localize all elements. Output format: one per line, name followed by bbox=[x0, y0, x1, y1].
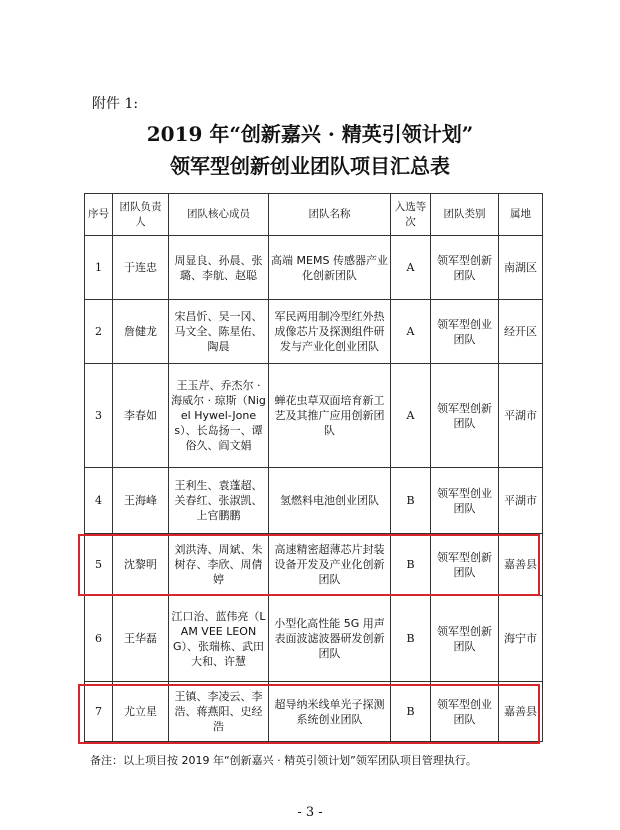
row-leader: 沈黎明 bbox=[113, 534, 169, 596]
row-leader: 李春如 bbox=[113, 364, 169, 468]
document-title-line-1: 2019 年“创新嘉兴 · 精英引领计划” bbox=[146, 122, 474, 146]
row-core-members: 江口治、蓝伟亮（LAM VEE LEONG）、张瑞栋、武田大和、许慧 bbox=[169, 596, 269, 682]
row-team-name: 高速精密超薄芯片封装设备开发及产业化创新团队 bbox=[269, 534, 391, 596]
header-location: 属地 bbox=[499, 194, 543, 236]
highlight-box-row-5 bbox=[78, 534, 540, 596]
annex-label: 附件 1: bbox=[92, 96, 139, 112]
row-leader: 王华磊 bbox=[113, 596, 169, 682]
table-row bbox=[85, 364, 543, 468]
row-team-name: 高端 MEMS 传感器产业化创新团队 bbox=[269, 236, 391, 300]
row-team-name: 超导纳米线单光子探测系统创业团队 bbox=[269, 682, 391, 742]
row-team-name: 军民两用制冷型红外热成像芯片及探测组件研发与产业化创业团队 bbox=[269, 300, 391, 364]
row-leader: 于连忠 bbox=[113, 236, 169, 300]
row-category: 领军型创新团队 bbox=[431, 534, 499, 596]
table-row bbox=[85, 300, 543, 364]
row-leader: 詹健龙 bbox=[113, 300, 169, 364]
row-no: 4 bbox=[85, 468, 113, 534]
row-core-members: 王玉芹、乔杰尔 · 海威尔 · 琼斯（Nigel Hywel-Jones）、长岛扬一、谭俗久、阎文娟 bbox=[169, 364, 269, 468]
row-grade: B bbox=[391, 596, 431, 682]
row-core-members: 周显良、孙晨、张璐、李航、赵聪 bbox=[169, 236, 269, 300]
document-title-line-2: 领军型创新创业团队项目汇总表 bbox=[170, 154, 450, 178]
row-core-members: 宋昌忻、吴一冈、马文全、陈星佑、陶晨 bbox=[169, 300, 269, 364]
row-category: 领军型创业团队 bbox=[431, 468, 499, 534]
row-location: 平湖市 bbox=[499, 468, 543, 534]
row-grade: A bbox=[391, 236, 431, 300]
row-category: 领军型创新团队 bbox=[431, 364, 499, 468]
row-location: 平湖市 bbox=[499, 364, 543, 468]
header-no: 序号 bbox=[85, 194, 113, 236]
row-location: 经开区 bbox=[499, 300, 543, 364]
row-no: 1 bbox=[85, 236, 113, 300]
row-no: 5 bbox=[85, 534, 113, 596]
header-core-members: 团队核心成员 bbox=[169, 194, 269, 236]
row-grade: A bbox=[391, 300, 431, 364]
row-no: 3 bbox=[85, 364, 113, 468]
row-leader: 王海峰 bbox=[113, 468, 169, 534]
row-team-name: 氢燃料电池创业团队 bbox=[269, 468, 391, 534]
table-row bbox=[85, 468, 543, 534]
summary-table bbox=[84, 193, 543, 742]
row-grade: B bbox=[391, 534, 431, 596]
row-no: 7 bbox=[85, 682, 113, 742]
row-category: 领军型创业团队 bbox=[431, 682, 499, 742]
page-number: - 3 - bbox=[297, 805, 323, 820]
header-category: 团队类别 bbox=[431, 194, 499, 236]
row-category: 领军型创新团队 bbox=[431, 236, 499, 300]
row-grade: B bbox=[391, 682, 431, 742]
footnote: 备注：以上项目按 2019 年“创新嘉兴 · 精英引领计划”领军团队项目管理执行。 bbox=[90, 754, 477, 767]
table-row bbox=[85, 596, 543, 682]
row-location: 嘉善县 bbox=[499, 682, 543, 742]
row-location: 南湖区 bbox=[499, 236, 543, 300]
row-no: 2 bbox=[85, 300, 113, 364]
table-row bbox=[85, 236, 543, 300]
row-category: 领军型创新团队 bbox=[431, 596, 499, 682]
header-grade: 入选等次 bbox=[391, 194, 431, 236]
row-grade: A bbox=[391, 364, 431, 468]
row-core-members: 刘洪涛、周斌、朱树存、李欣、周倩婷 bbox=[169, 534, 269, 596]
row-core-members: 王镇、李凌云、李浩、蒋燕阳、史经浩 bbox=[169, 682, 269, 742]
row-team-name: 蝉花虫草双面培育新工艺及其推广应用创新团队 bbox=[269, 364, 391, 468]
row-location: 海宁市 bbox=[499, 596, 543, 682]
row-core-members: 王利生、袁蓬超、关春红、张淑凯、上官鹏鹏 bbox=[169, 468, 269, 534]
row-grade: B bbox=[391, 468, 431, 534]
highlight-box-row-7 bbox=[78, 684, 540, 744]
row-location: 嘉善县 bbox=[499, 534, 543, 596]
header-team-name: 团队名称 bbox=[269, 194, 391, 236]
header-leader: 团队负责人 bbox=[113, 194, 169, 236]
row-no: 6 bbox=[85, 596, 113, 682]
row-leader: 尤立星 bbox=[113, 682, 169, 742]
row-category: 领军型创业团队 bbox=[431, 300, 499, 364]
row-team-name: 小型化高性能 5G 用声表面波滤波器研发创新团队 bbox=[269, 596, 391, 682]
table-header-row bbox=[85, 194, 543, 236]
